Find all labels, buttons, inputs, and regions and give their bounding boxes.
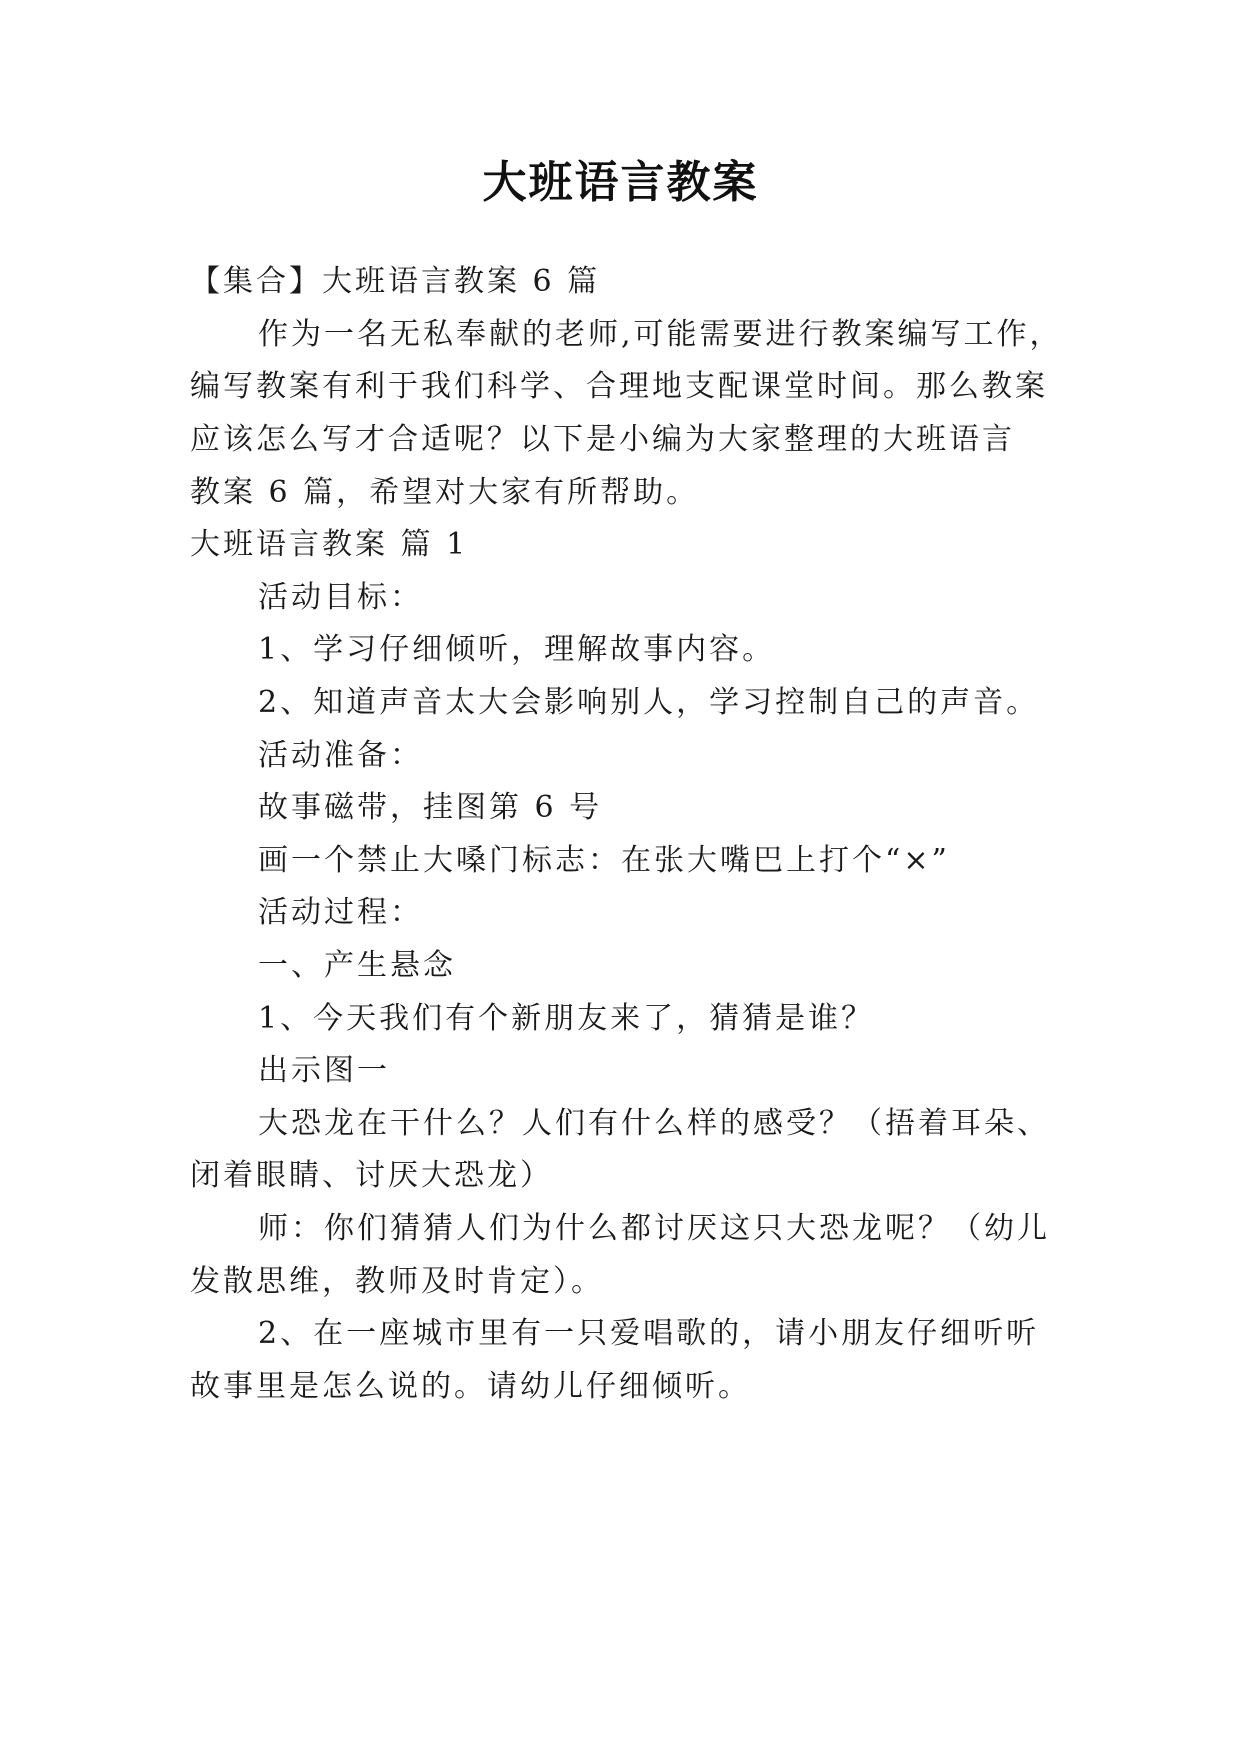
intro-paragraph-line: 作为一名无私奉献的老师,可能需要进行教案编写工作， — [258, 317, 1063, 352]
body-line: 2、在一座城市里有一只爱唱歌的，请小朋友仔细听听 — [258, 1316, 1040, 1351]
body-line: 1、今天我们有个新朋友来了，猜猜是谁？ — [258, 1001, 875, 1036]
subheading-activity-prep: 活动准备： — [258, 738, 423, 773]
body-line: 师：你们猜猜人们为什么都讨厌这只大恐龙呢？（幼儿 — [258, 1211, 1050, 1246]
body-line: 故事里是怎么说的。请幼儿仔细倾听。 — [190, 1369, 751, 1404]
subheading-activity-goals: 活动目标： — [258, 580, 423, 615]
body-line: 故事磁带，挂图第 6 号 — [258, 790, 603, 825]
body-line: 闭着眼睛、讨厌大恐龙） — [190, 1158, 553, 1193]
body-line: 1、学习仔细倾听，理解故事内容。 — [258, 632, 776, 667]
body-line: 画一个禁止大嗓门标志：在张大嘴巴上打个“×” — [258, 843, 950, 878]
body-line: 发散思维，教师及时肯定）。 — [190, 1264, 604, 1299]
section-heading: 大班语言教案 篇 1 — [190, 527, 469, 562]
body-line: 出示图一 — [258, 1053, 390, 1088]
collection-heading: 【集合】大班语言教案 6 篇 — [190, 264, 601, 299]
body-line: 大恐龙在干什么？人们有什么样的感受？（捂着耳朵、 — [258, 1106, 1050, 1141]
body-line: 2、知道声音太大会影响别人，学习控制自己的声音。 — [258, 685, 1040, 720]
intro-paragraph-line: 教案 6 篇，希望对大家有所帮助。 — [190, 475, 700, 510]
intro-paragraph-line: 编写教案有利于我们科学、合理地支配课堂时间。那么教案 — [190, 369, 1048, 404]
intro-paragraph-line: 应该怎么写才合适呢？以下是小编为大家整理的大班语言 — [190, 422, 1015, 457]
body-line: 一、产生悬念 — [258, 948, 456, 983]
document-title: 大班语言教案 — [482, 157, 759, 208]
subheading-activity-process: 活动过程： — [258, 895, 423, 930]
